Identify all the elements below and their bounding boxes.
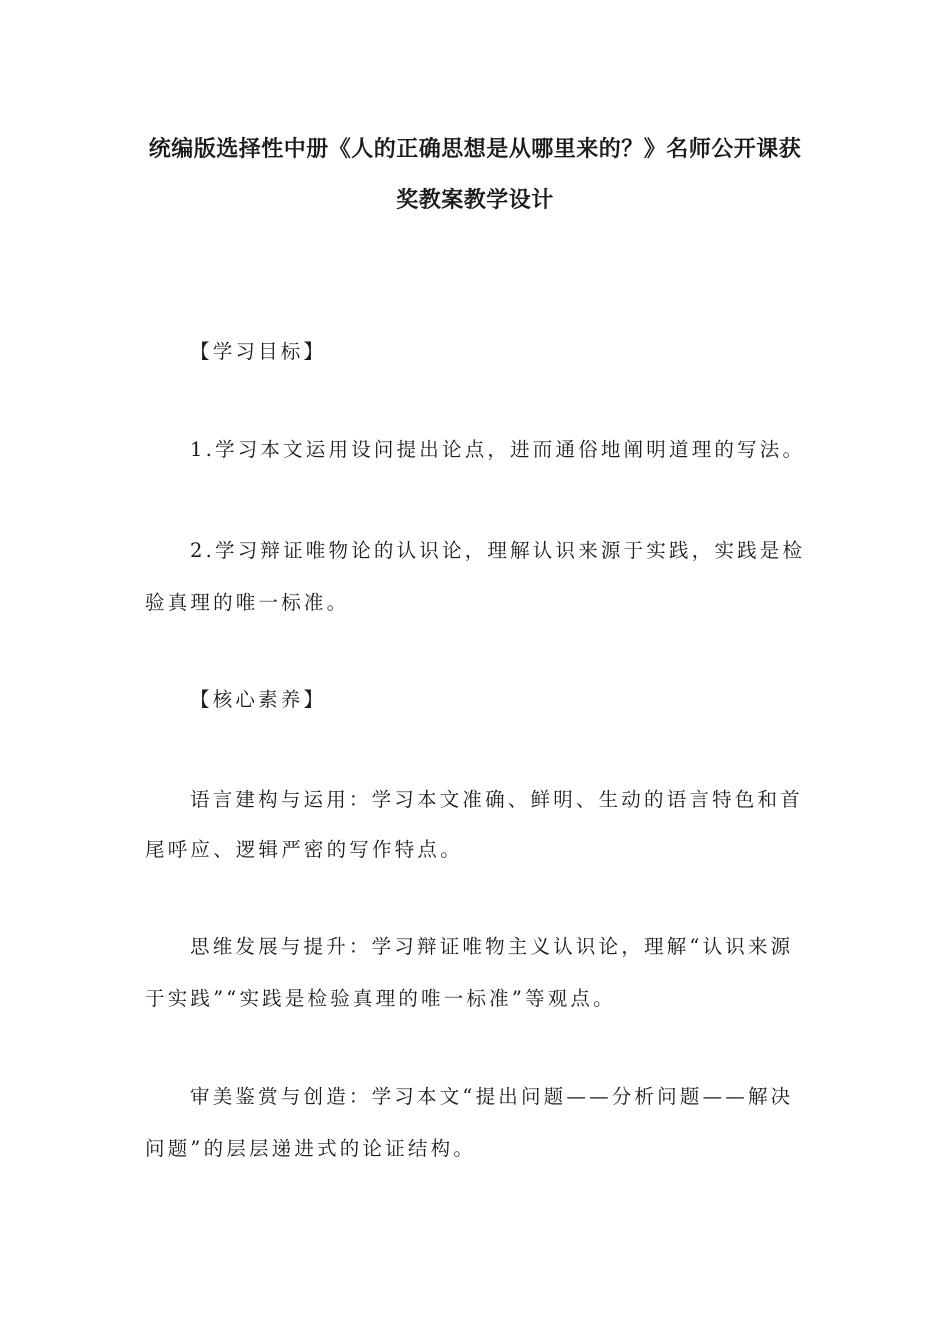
core-paragraph-1-line-1: 语言建构与运用：学习本文准确、鲜明、生动的语言特色和首 (190, 788, 803, 811)
core-paragraph-2-line-1: 思维发展与提升：学习辩证唯物主义认识论，理解“认识来源 (190, 935, 794, 958)
objective-item-2-line-2: 验真理的唯一标准。 (145, 591, 350, 614)
core-paragraph-3-line-1: 审美鉴赏与创造：学习本文“提出问题——分析问题——解决 (190, 1085, 794, 1108)
core-paragraph-2-line-2: 于实践”“实践是检验真理的唯一标准”等观点。 (145, 987, 616, 1010)
objectives-heading: 【学习目标】 (190, 340, 327, 363)
core-literacy-heading: 【核心素养】 (190, 688, 327, 711)
objective-item-2-line-1: 2.学习辩证唯物论的认识论，理解认识来源于实践，实践是检 (190, 539, 806, 562)
document-title-line-2: 奖教案教学设计 (396, 188, 554, 213)
document-title-line-1: 统编版选择性中册《人的正确思想是从哪里来的？》名师公开课获 (148, 137, 802, 162)
objective-item-1: 1.学习本文运用设问提出论点，进而通俗地阐明道理的写法。 (190, 438, 806, 461)
core-paragraph-3-line-2: 问题”的层层递进式的论证结构。 (145, 1137, 476, 1160)
core-paragraph-1-line-2: 尾呼应、逻辑严密的写作特点。 (145, 838, 463, 861)
